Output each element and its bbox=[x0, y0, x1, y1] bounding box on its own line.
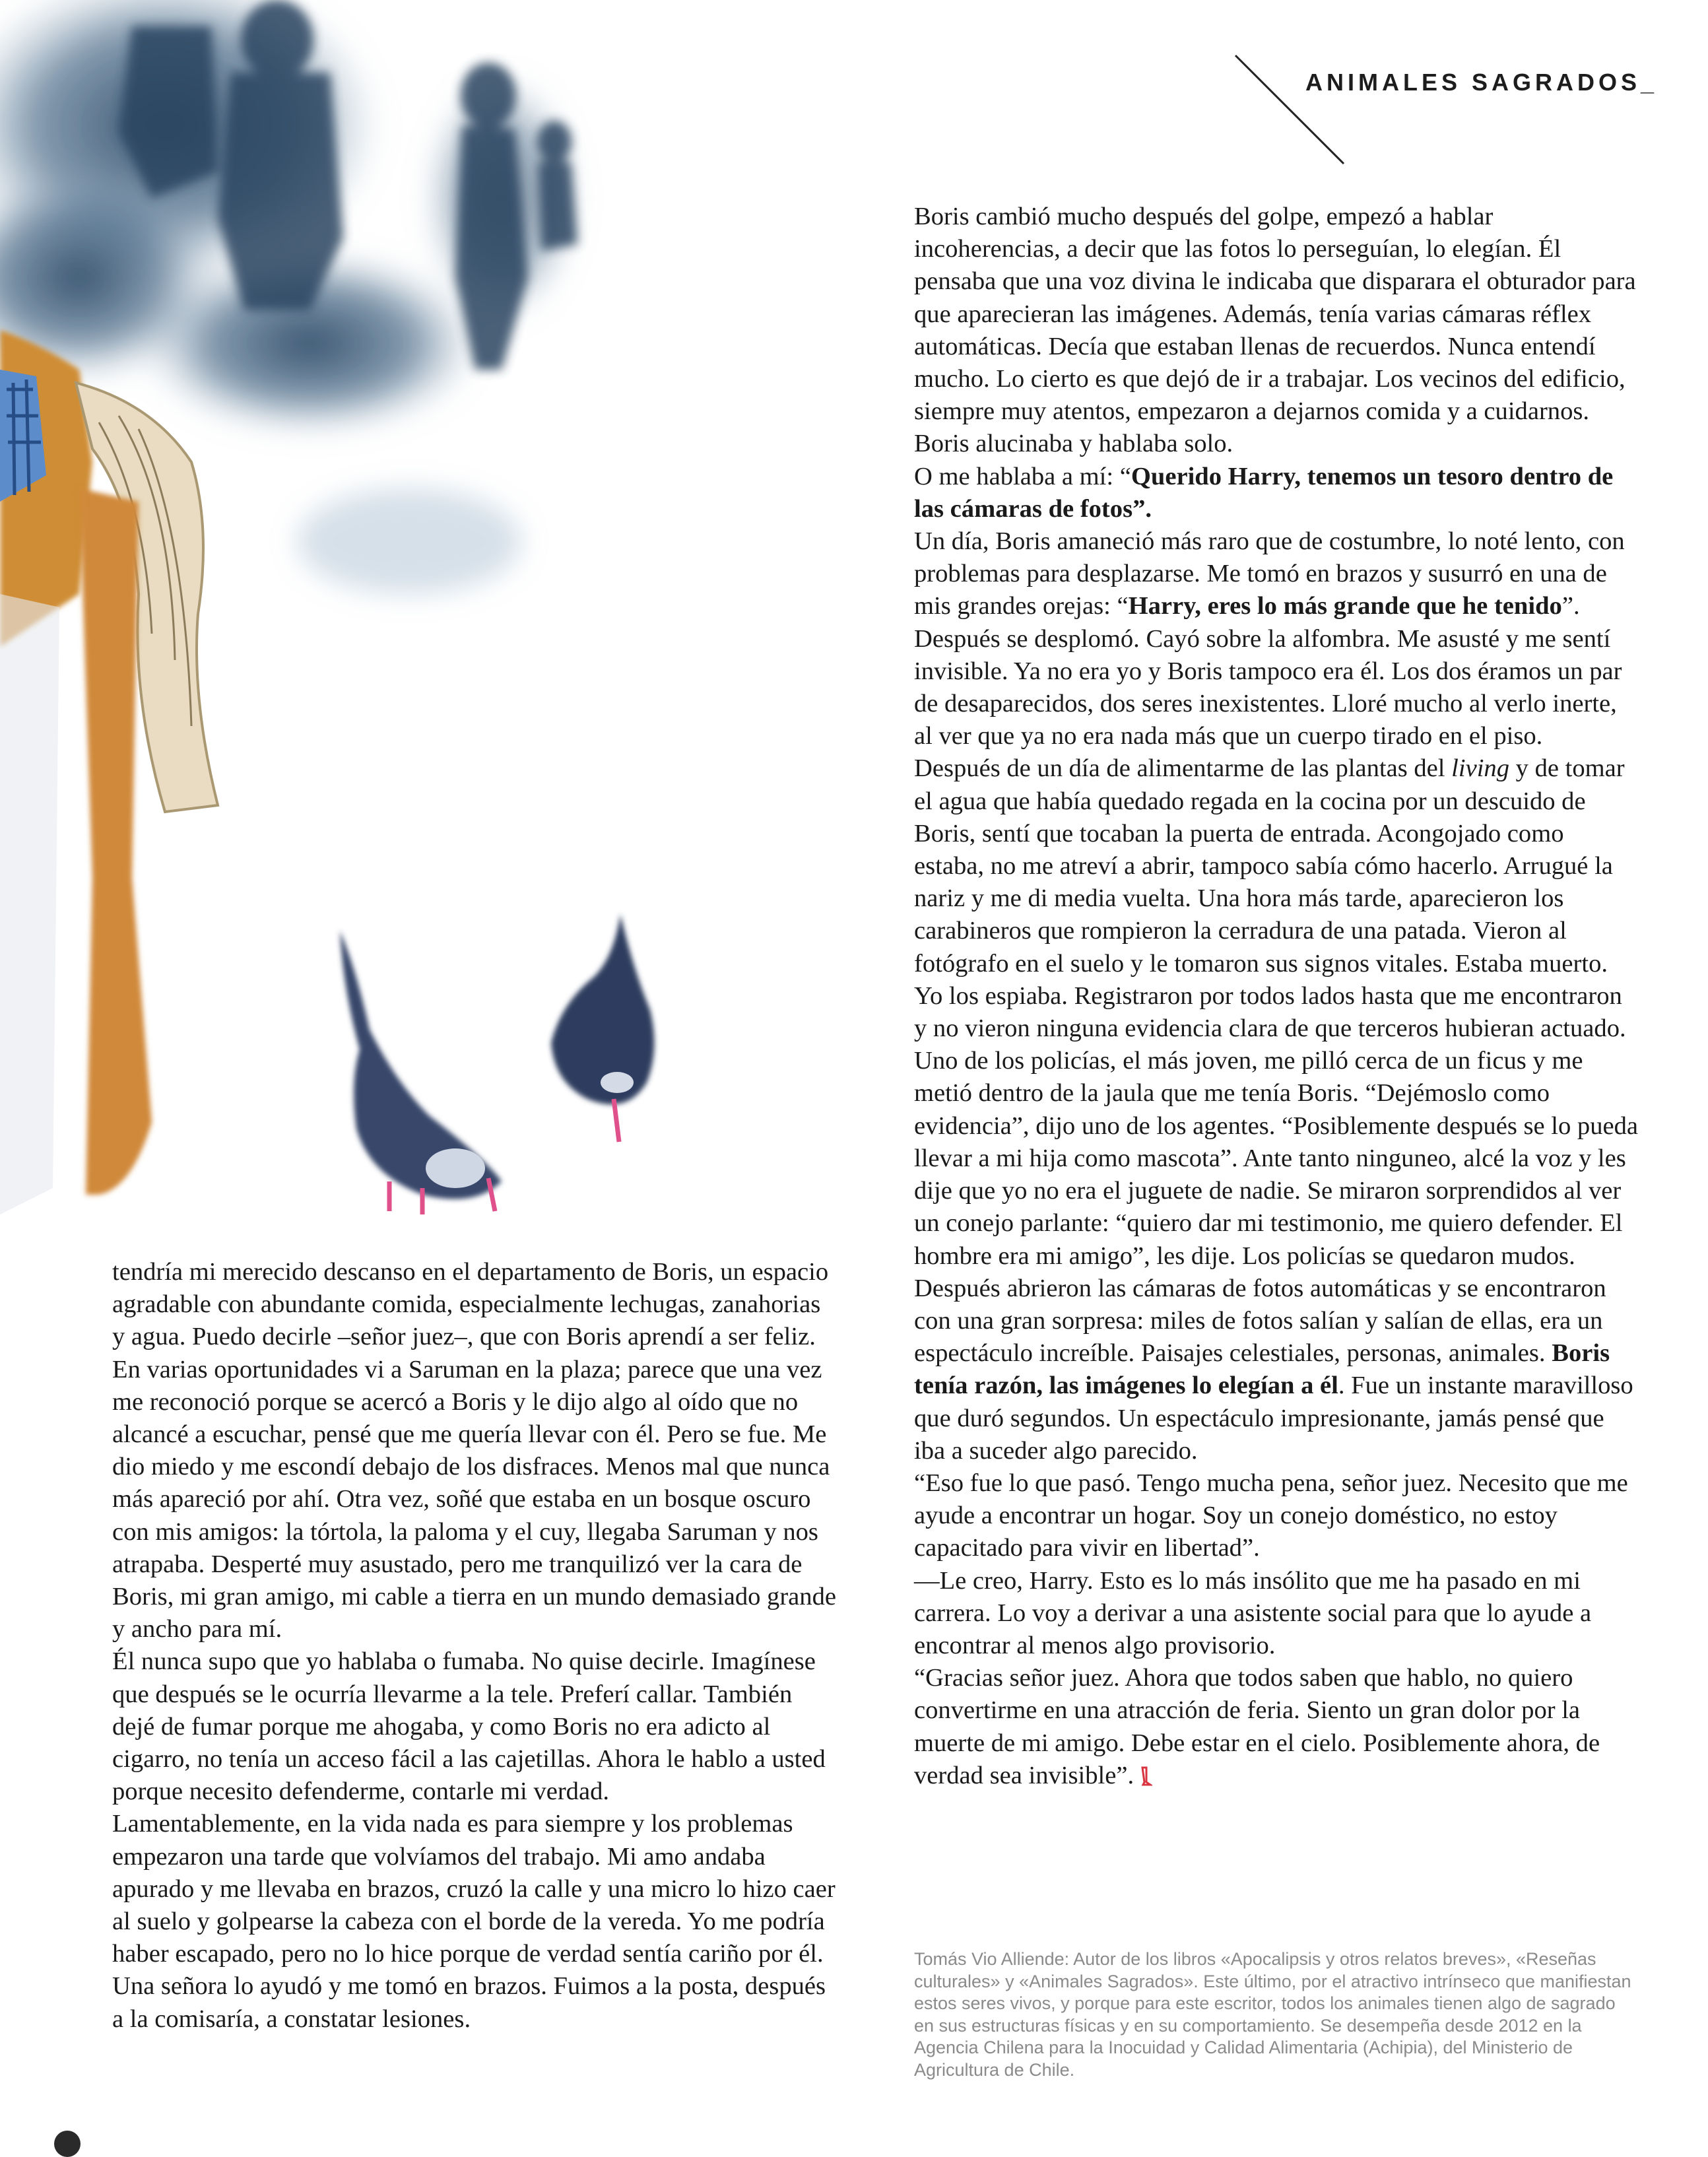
text-run: . Fue un instante maravilloso que duró segundos. Un espectáculo impresionante, jamás pensé que iba a suceder algo parecido. bbox=[914, 1372, 1633, 1465]
left-text-column bbox=[112, 1256, 838, 2036]
text-run: Después de un día de alimentarme de las plantas del bbox=[914, 754, 1452, 783]
right-text-column bbox=[914, 201, 1640, 1792]
paragraph: En varias oportunidades vi a Saruman en la plaza; parece que una vez me reconoció porque se acercó a Boris y le dijo algo al oído que no alcancé a escuchar, pensé que me quería llevar con él. Pero se fue. Me dio miedo y me escondí debajo de los disfraces. Menos mal que nunca más apareció por ahí. Otra vez, soñé que estaba en un bosque oscuro con mis amigos: la tórtola, la paloma y el cuy, llegaba Saruman y nos atrapaba. Desperté muy asustado, pero me tranquilizó ver la cara de Boris, mi gran amigo, mi cable a tierra en un mundo demasiado grande y ancho para mí. bbox=[112, 1355, 837, 1643]
text-run: Un día, Boris amaneció más raro que de costumbre, lo noté lento, con problemas para desplazarse. Me tomó en brazos y susurró en una de mis grandes orejas: “ bbox=[914, 527, 1625, 620]
section-label: ANIMALES SAGRADOS_ bbox=[1305, 69, 1659, 96]
bold-quote: Harry, eres lo más grande que he tenido bbox=[1128, 592, 1562, 620]
paragraph: Él nunca supo que yo hablaba o fumaba. No quise decirle. Imagínese que después se le ocurría llevarme a la tele. Preferí callar. También dejé de fumar porque me ahogaba, y como Boris no era adicto al cigarro, no tenía un acceso fácil a las cajetillas. Ahora le hablo a usted porque necesito defenderme, contarle mi verdad. bbox=[112, 1647, 826, 1806]
bird-right-shape bbox=[551, 914, 654, 1142]
text-run: “Gracias señor juez. Ahora que todos saben que hablo, no quiero convertirme en una atracción de feria. Siento un gran dolor por la muerte de mi amigo. Debe estar en el cielo. Posiblemente ahora, de verdad sea invisible”. bbox=[914, 1664, 1600, 1789]
paragraph: “Eso fue lo que pasó. Tengo mucha pena, señor juez. Necesito que me ayude a encontrar un hogar. Soy un conejo doméstico, no estoy capacitado para vivir en libertad”. bbox=[914, 1469, 1628, 1562]
paragraph bbox=[914, 752, 1640, 1467]
paragraph bbox=[914, 1662, 1640, 1792]
paragraph bbox=[914, 525, 1640, 752]
watercolor-illustration bbox=[0, 0, 673, 1221]
paragraph: tendría mi merecido descanso en el departamento de Boris, un espacio agradable con abundante comida, especialmente lechugas, zanahorias y agua. Puedo decirle –señor juez–, que con Boris aprendí a ser feliz. bbox=[112, 1258, 829, 1351]
paragraph: Boris cambió mucho después del golpe, empezó a hablar incoherencias, a decir que las fotos lo perseguían, lo elegían. Él pensaba que una voz divina le indicaba que disparara el obturador para que aparecieran las imágenes. Además, tenía varias cámaras réflex automáticas. Decía que estaban llenas de recuerdos. Nunca entendí mucho. Lo cierto es que dejó de ir a trabajar. Los vecinos del edificio, siempre muy atentos, empezaron a dejarnos comida y a cuidarnos. Boris alucinaba y hablaba solo. bbox=[914, 203, 1636, 458]
author-bio: Tomás Vio Alliende: Autor de los libros «Apocalipsis y otros relatos breves», «Reseñas culturales» y «Animales Sagrados». Este último, por el atractivo intrínseco que manifiestan estos seres vivos, y porque para este escritor, todos los animales tienen algo de sagrado en sus estructuras físicas y en su comportamiento. Se desempeña desde 2012 en la Agencia Chilena para la Inocuidad y Calidad Alimentaria (Achipia), del Ministerio de Agricultura de Chile. bbox=[914, 1949, 1631, 2080]
bird-left-shape bbox=[340, 931, 502, 1214]
paragraph: Lamentablemente, en la vida nada es para siempre y los problemas empezaron una tarde que volvíamos del trabajo. Mi amo andaba apurado y me llevaba en brazos, cruzó la calle y una micro lo hizo caer al suelo y golpearse la cabeza con el borde de la vereda. Yo me podría haber escapado, pero no lo hice porque de verdad sentía cariño por él. Una señora lo ayudó y me tomó en brazos. Fuimos a la posta, después a la comisaría, a constatar lesiones. bbox=[112, 1810, 836, 2033]
text-run: y de tomar el agua que había quedado regada en la cocina por un descuido de Boris, sentí que tocaban la puerta de entrada. Acongojado como estaba, no me atreví a abrir, tampoco sabía cómo hacerlo. Arrugué la nariz y me di media vuelta. Una hora más tarde, aparecieron los carabineros que rompieron la cerradura de una patada. Vieron al fotógrafo en el suelo y le tomaron sus signos vitales. Estaba muerto. Yo los espiaba. Registraron por todos lados hasta que me encontraron y no vieron ninguna evidencia clara de que terceros hubieran actuado. Uno de los policías, el más joven, me pilló cerca de un ficus y me metió dentro de la jaula que me tenía Boris. “Dejémoslo como evidencia”, dijo uno de los agentes. “Posiblemente después se lo pueda llevar a mi hija como mascota”. Ante tanto ninguneo, alcé la voz y les dije que yo no era el juguete de nadie. Se miraron sorprendidos al ver un conejo parlante: “quiero dar mi testimonio, me quiero defender. El hombre era mi amigo”, les dije. Los policías se quedaron mudos. Después abrieron las cámaras de fotos automáticas y se encontraron con una gran sorpresa: miles de fotos salían y salían de ellas, era un espectáculo increíble. Paisajes celestiales, personas, animales. bbox=[914, 754, 1639, 1368]
end-of-article-icon bbox=[1140, 1766, 1152, 1786]
paragraph: —Le creo, Harry. Esto es lo más insólito que me ha pasado en mi carrera. Lo voy a derivar a una asistente social para que lo ayude a encontrar al menos algo provisorio. bbox=[914, 1566, 1592, 1659]
paragraph bbox=[914, 461, 1640, 525]
text-run: ”. Después se desplomó. Cayó sobre la alfombra. Me asusté y me sentí invisible. Ya no era yo y Boris tampoco era él. Los dos éramos un par de desaparecidos, dos seres inexistentes. Lloré mucho al verlo inerte, al ver que ya no era nada más que un cuerpo tirado en el piso. bbox=[914, 592, 1622, 750]
italic-word: living bbox=[1451, 754, 1510, 783]
bold-quote: Querido Harry, tenemos un tesoro dentro de las cámaras de fotos”. bbox=[914, 462, 1614, 523]
text-run: O me hablaba a mí: “ bbox=[914, 462, 1131, 490]
page-corner-dot bbox=[54, 2131, 81, 2157]
horse-shape bbox=[0, 330, 218, 1214]
bold-quote: Boris tenía razón, las imágenes lo elegían a él bbox=[914, 1339, 1610, 1400]
